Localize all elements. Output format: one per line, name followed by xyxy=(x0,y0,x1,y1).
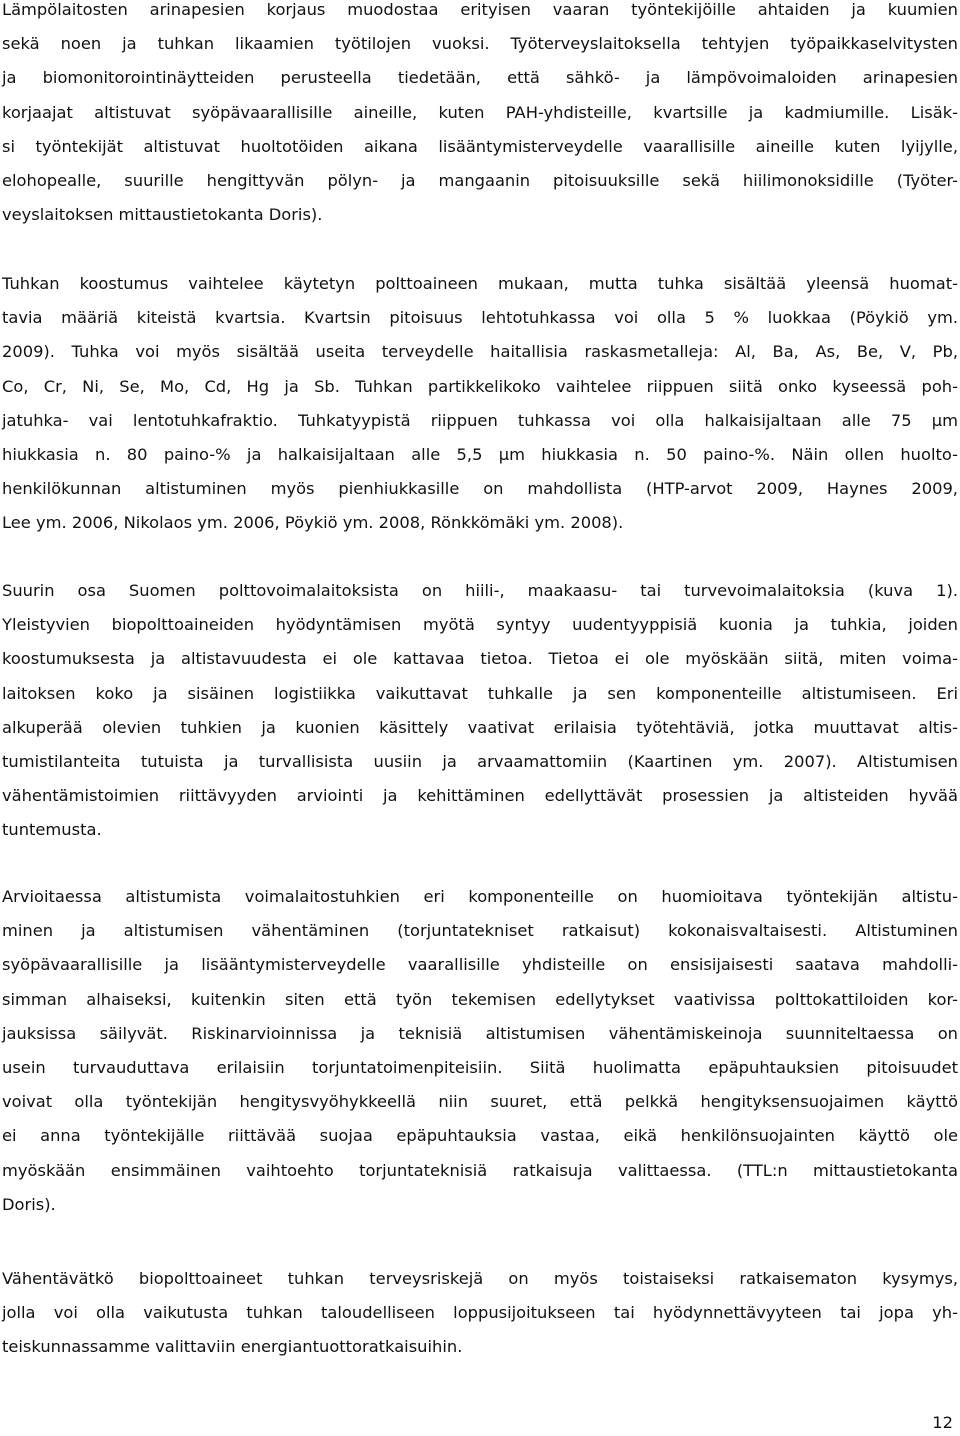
text-line: tumistilanteita tutuista ja turvallisista uusiin ja arvaamattomiin (Kaartinen ym. 2007). Altistumisen xyxy=(2,751,958,771)
text-line: si työntekijät altistuvat huoltotöiden aikana lisääntymisterveydelle vaarallisille aineille kuten lyijylle, xyxy=(2,136,958,156)
text-line: Vähentävätkö biopolttoaineet tuhkan terveysriskejä on myös toistaiseksi ratkaisematon kysymys, xyxy=(2,1269,958,1288)
text-line: Suurin osa Suomen polttovoimalaitoksista on hiili-, maakaasu- tai turvevoimalaitoksia (kuva 1). xyxy=(2,581,958,600)
text-line: tavia määriä kiteistä kvartsia. Kvartsin pitoisuus lehtotuhkassa voi olla 5 % luokkaa (Pöykiö ym. xyxy=(2,308,958,328)
text-line: hiukkasia n. 80 paino-% ja halkaisijaltaan alle 5,5 µm hiukkasia n. 50 paino-%. Näin ollen huolto- xyxy=(2,444,958,464)
text-line: laitoksen koko ja sisäinen logistiikka vaikuttavat tuhkalle ja sen komponenteille altistumiseen. Eri xyxy=(2,683,958,703)
text-line: Lee ym. 2006, Nikolaos ym. 2006, Pöykiö ym. 2008, Rönkkömäki ym. 2008). xyxy=(2,513,624,533)
text-line: teiskunnassamme valittaviin energiantuottoratkaisuihin. xyxy=(2,1337,463,1357)
text-line: myöskään ensimmäinen vaihtoehto torjuntateknisiä ratkaisuja valittaessa. (TTL:n mittaustietokanta xyxy=(2,1160,958,1180)
text-line: 2009). Tuhka voi myös sisältää useita terveydelle haitallisia raskasmetalleja: Al, Ba, As, Be, V, Pb, xyxy=(2,342,958,362)
text-line: Arvioitaessa altistumista voimalaitostuhkien eri komponenteille on huomioitava työntekijän altistu- xyxy=(2,887,958,906)
text-line: alkuperää olevien tuhkien ja kuonien käsittely vaativat erilaisia työtehtäviä, jotka muuttavat altis- xyxy=(2,717,958,737)
text-line: simman alhaiseksi, kuitenkin siten että työn tekemisen edellytykset vaativissa polttokattiloiden kor- xyxy=(2,989,958,1009)
text-line: sekä noen ja tuhkan likaamien työtilojen vuoksi. Työterveyslaitoksella tehtyjen työpaikkaselvitysten xyxy=(2,34,958,54)
text-line: usein turvauduttava erilaisiin torjuntatoimenpiteisiin. Siitä huolimatta epäpuhtauksien pitoisuudet xyxy=(2,1057,958,1077)
text-line: Doris). xyxy=(2,1194,56,1214)
text-line: koostumuksesta ja altistavuudesta ei ole kattavaa tietoa. Tietoa ei ole myöskään siitä, miten voima- xyxy=(2,649,958,669)
paragraph-tuhkan-koostumus xyxy=(2,267,958,541)
text-line: syöpävaarallisille ja lisääntymisterveydelle vaarallisille yhdisteille on ensisijaisesti saatava mahdolli- xyxy=(2,955,958,975)
paragraph-arinapesien-korjaus xyxy=(2,0,958,232)
paragraph-polttovoimalaitokset xyxy=(2,574,958,848)
text-line: vähentämistoimien riittävyyden arviointi ja kehittäminen edellyttävät prosessien ja altisteiden hyvää xyxy=(2,786,958,806)
text-line: Tuhkan koostumus vaihtelee käytetyn polttoaineen mukaan, mutta tuhka sisältää yleensä huomat- xyxy=(2,274,958,293)
text-line: korjaajat altistuvat syöpävaarallisille aineille, kuten PAH-yhdisteille, kvartsille ja kadmiumille. Lisäk- xyxy=(2,102,958,122)
text-line: ja biomonitorointinäytteiden perusteella tiedetään, että sähkö- ja lämpövoimaloiden arinapesien xyxy=(2,68,958,88)
text-line: tuntemusta. xyxy=(2,820,102,840)
text-line: Lämpölaitosten arinapesien korjaus muodostaa erityisen vaaran työntekijöille ahtaiden ja kuumien xyxy=(2,0,958,19)
text-line: jauksissa säilyvät. Riskinarvioinnissa ja teknisiä altistumisen vähentämiskeinoja suunniteltaessa on xyxy=(2,1023,958,1043)
text-line: ei anna työntekijälle riittävää suojaa epäpuhtauksia vastaa, eikä henkilönsuojainten käyttö ole xyxy=(2,1126,958,1146)
text-line: veyslaitoksen mittaustietokanta Doris). xyxy=(2,205,323,225)
text-line: henkilökunnan altistuminen myös pienhiukkasille on mahdollista (HTP-arvot 2009, Haynes 2009, xyxy=(2,479,958,499)
text-line: Yleistyvien biopolttoaineiden hyödyntämisen myötä syntyy uudentyyppisiä kuonia ja tuhkia, joiden xyxy=(2,615,958,635)
text-line: minen ja altistumisen vähentäminen (torjuntatekniset ratkaisut) kokonaisvaltaisesti. Altistuminen xyxy=(2,921,958,941)
text-line: elohopealle, suurille hengittyvän pölyn- ja mangaanin pitoisuuksille sekä hiilimonoksidille (Työter- xyxy=(2,170,958,190)
text-line: jolla voi olla vaikutusta tuhkan taloudelliseen loppusijoitukseen tai hyödynnettävyyteen tai jopa yh- xyxy=(2,1303,958,1323)
text-line: jatuhka- vai lentotuhkafraktio. Tuhkatyypistä riippuen tuhkassa voi olla halkaisijaltaan alle 75 µm xyxy=(2,410,958,430)
text-line: voivat olla työntekijän hengitysvyöhykkeellä niin suuret, että pelkkä hengityksensuojaimen käyttö xyxy=(2,1092,958,1112)
paragraph-altistumisen-arviointi xyxy=(2,880,958,1222)
page-number: 12 xyxy=(932,1413,953,1432)
text-line: Co, Cr, Ni, Se, Mo, Cd, Hg ja Sb. Tuhkan partikkelikoko vaihtelee riippuen siitä onko kyseessä poh- xyxy=(2,376,958,396)
paragraph-biopolttoaineet xyxy=(2,1262,958,1365)
